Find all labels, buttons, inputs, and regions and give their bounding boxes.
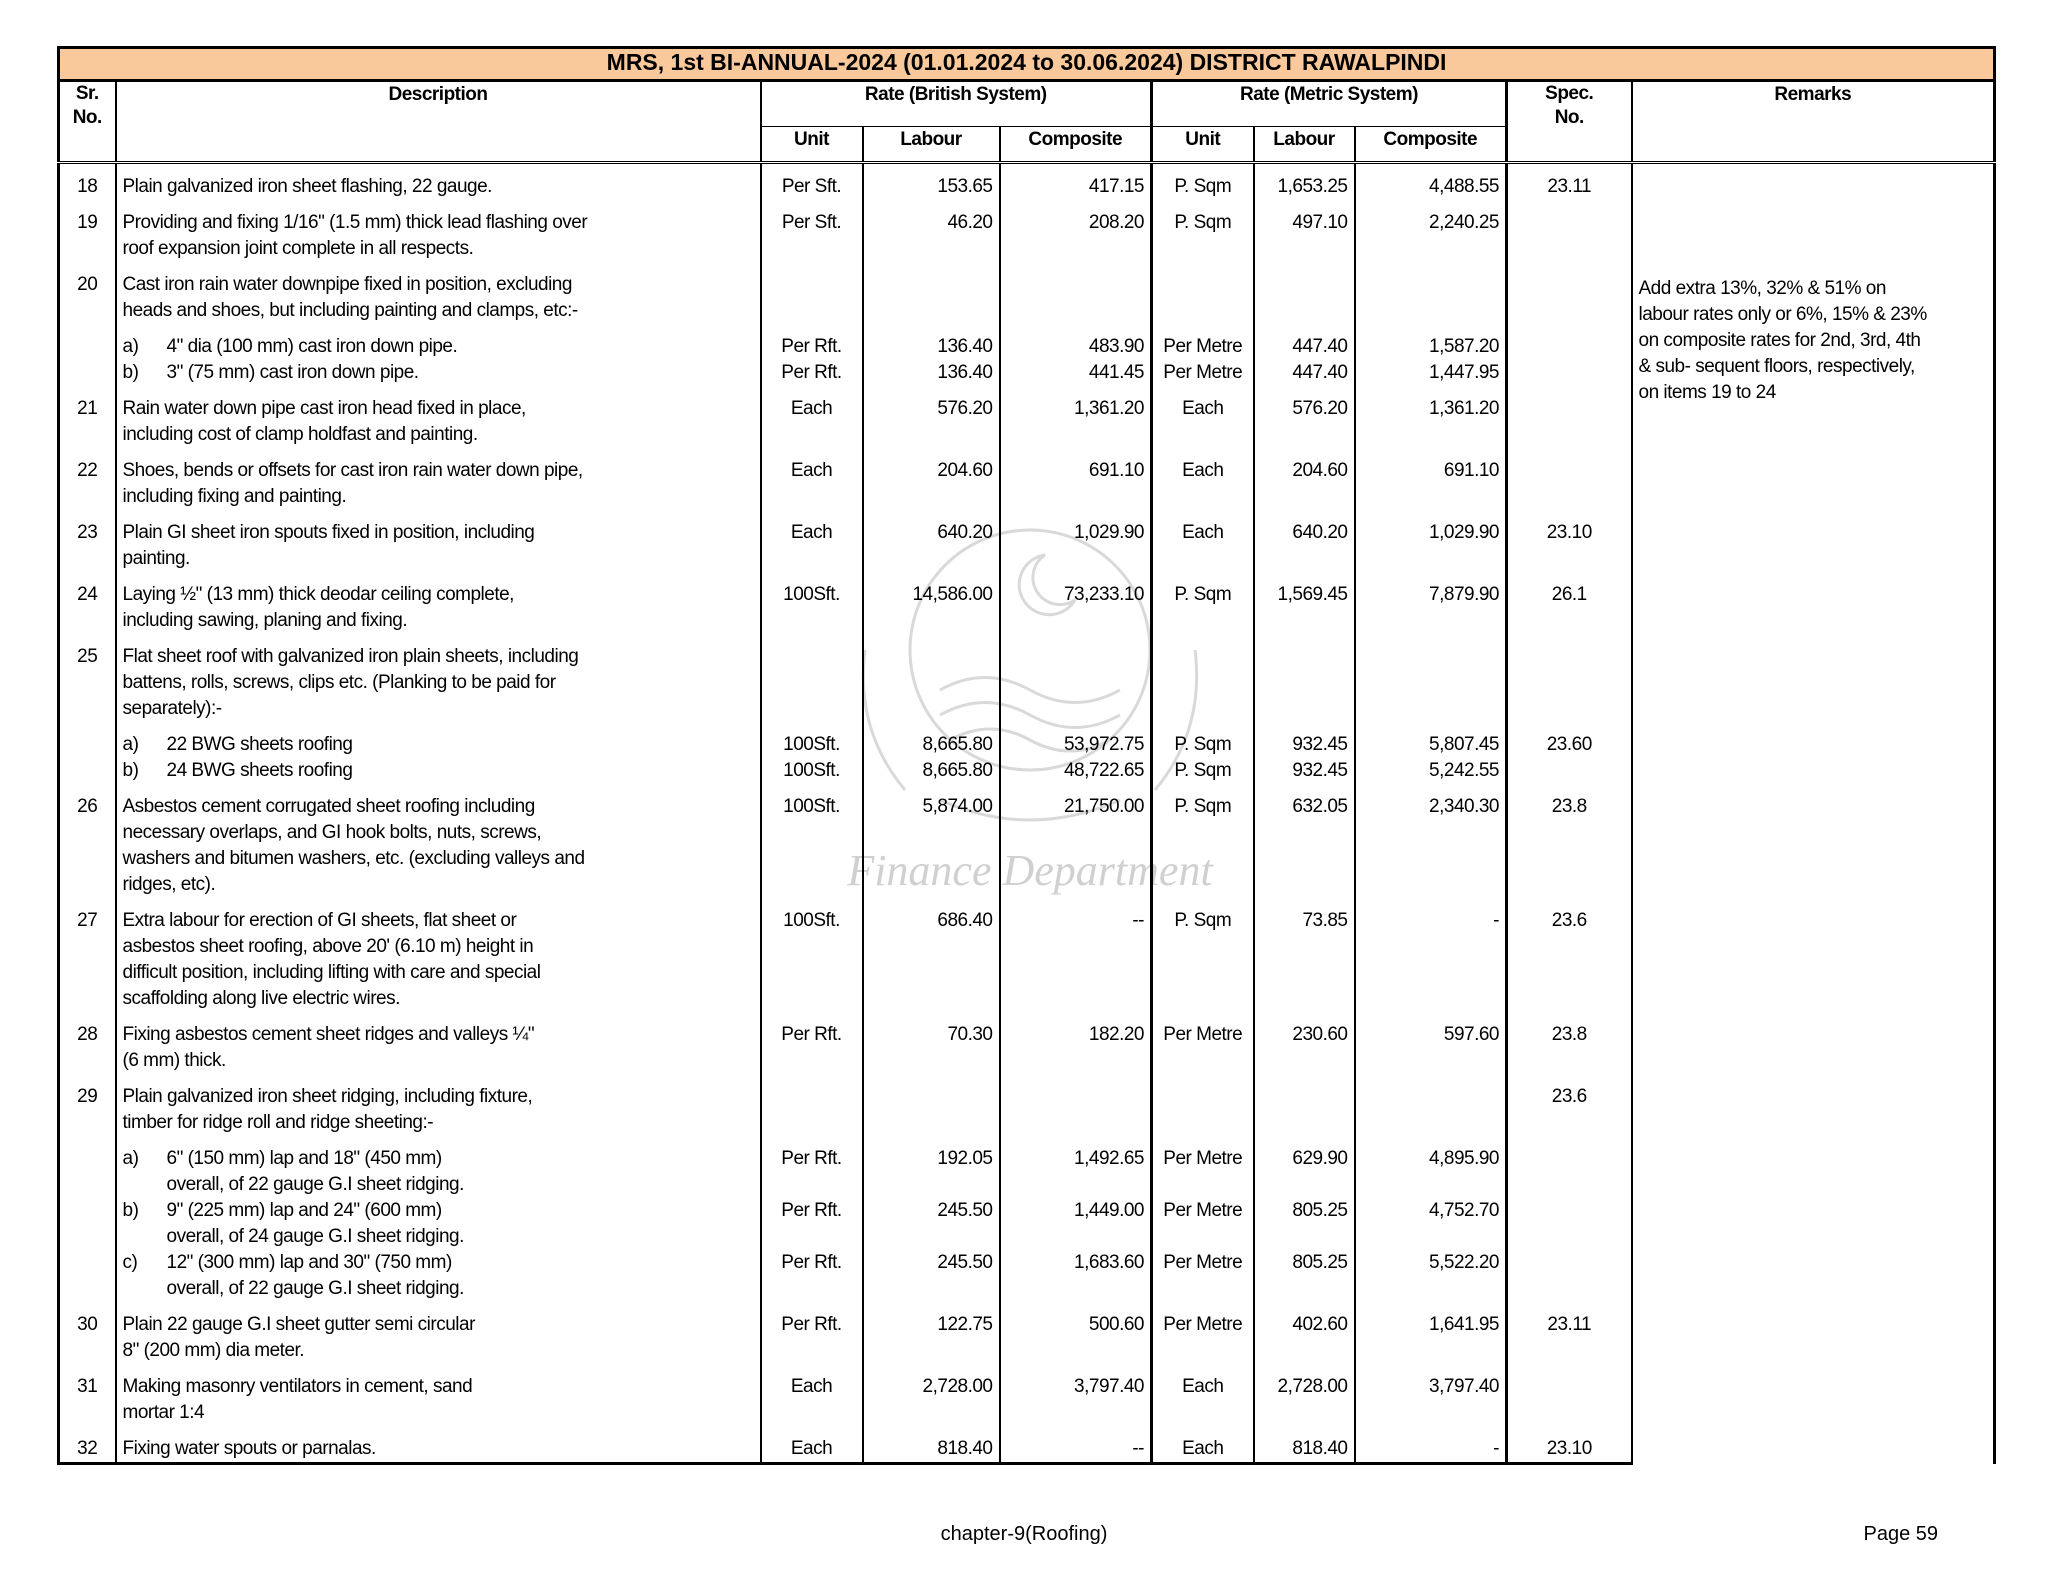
item-sr-no: 18: [59, 163, 116, 201]
subitem-description: [116, 1250, 761, 1302]
item-description: Cast iron rain water downpipe fixed in position, excluding heads and shoes, but including painting and clamps, etc:-: [116, 262, 761, 324]
item-metric-labour: [1254, 634, 1355, 722]
subitem-spec-no: [1507, 1136, 1632, 1198]
item-metric-labour: 402.60: [1254, 1302, 1355, 1364]
item-description: Plain 22 gauge G.I sheet gutter semi circular 8" (200 mm) dia meter.: [116, 1302, 761, 1364]
item-spec-no: 23.8: [1507, 1012, 1632, 1074]
item-british-composite: 182.20: [1000, 1012, 1152, 1074]
item-british-unit: Per Rft.: [761, 1012, 863, 1074]
item-metric-unit: Each: [1152, 1426, 1254, 1464]
item-sr-no: 24: [59, 572, 116, 634]
item-british-unit: Each: [761, 1364, 863, 1426]
subitem-british-composite: 1,449.00: [1000, 1198, 1152, 1250]
item-british-unit: Each: [761, 1426, 863, 1464]
item-metric-labour: 640.20: [1254, 510, 1355, 572]
subitem-label: b): [122, 760, 139, 781]
subitem-british-composite: 53,972.75: [1000, 722, 1152, 758]
item-metric-composite: [1355, 1074, 1507, 1136]
item-spec-no: 26.1: [1507, 572, 1632, 634]
subitem-text: 6" (150 mm) lap and 18" (450 mm) overall, of 22 gauge G.I sheet ridging.: [166, 1148, 464, 1195]
item-british-labour: 576.20: [863, 386, 1000, 448]
item-spec-no: 23.11: [1507, 1302, 1632, 1364]
subitem-label: c): [122, 1252, 138, 1273]
item-spec-no: [1507, 262, 1632, 324]
subitem-metric-unit: Per Metre: [1152, 1250, 1254, 1302]
subitem-metric-composite: 5,522.20: [1355, 1250, 1507, 1302]
table-row: [59, 163, 1995, 201]
item-sr-no: 28: [59, 1012, 116, 1074]
item-british-composite: [1000, 634, 1152, 722]
subitem-metric-labour: 805.25: [1254, 1250, 1355, 1302]
item-metric-labour: 204.60: [1254, 448, 1355, 510]
subitem-metric-composite: 4,752.70: [1355, 1198, 1507, 1250]
subitem-text: 3" (75 mm) cast iron down pipe.: [166, 362, 419, 383]
item-british-unit: 100Sft.: [761, 572, 863, 634]
item-spec-no: 23.6: [1507, 1074, 1632, 1136]
item-description: Providing and fixing 1/16" (1.5 mm) thick lead flashing over roof expansion joint complete in all respects.: [116, 200, 761, 262]
item-metric-composite: [1355, 634, 1507, 722]
item-sr-no: 32: [59, 1426, 116, 1464]
item-metric-composite: -: [1355, 1426, 1507, 1464]
subitem-british-composite: 441.45: [1000, 360, 1152, 386]
item-metric-composite: 2,340.30: [1355, 784, 1507, 898]
item-british-unit: Each: [761, 448, 863, 510]
header-rate-metric: Rate (Metric System): [1152, 81, 1507, 127]
item-sr-no: 23: [59, 510, 116, 572]
subitem-metric-labour: 447.40: [1254, 360, 1355, 386]
header-spec-no: Spec. No.: [1507, 81, 1632, 163]
item-metric-composite: -: [1355, 898, 1507, 1012]
subitem-sr-blank: [59, 722, 116, 758]
item-british-composite: [1000, 262, 1152, 324]
item-description: Extra labour for erection of GI sheets, flat sheet or asbestos sheet roofing, above 20' (6.10 m) height in difficult position, including lifting with care and special scaffolding along live electric wires.: [116, 898, 761, 1012]
subitem-spec-no: [1507, 758, 1632, 784]
item-british-composite: 3,797.40: [1000, 1364, 1152, 1426]
subitem-british-labour: 245.50: [863, 1198, 1000, 1250]
subitem-metric-composite: 4,895.90: [1355, 1136, 1507, 1198]
item-sr-no: 19: [59, 200, 116, 262]
header-british-unit: Unit: [761, 127, 863, 163]
item-metric-unit: P. Sqm: [1152, 163, 1254, 201]
item-metric-unit: [1152, 1074, 1254, 1136]
item-british-labour: 122.75: [863, 1302, 1000, 1364]
item-sr-no: 22: [59, 448, 116, 510]
header-sr-no: Sr. No.: [59, 81, 116, 163]
item-british-composite: 1,029.90: [1000, 510, 1152, 572]
subitem-british-labour: 136.40: [863, 360, 1000, 386]
item-sr-no: 26: [59, 784, 116, 898]
item-metric-labour: [1254, 1074, 1355, 1136]
subitem-description: [116, 758, 761, 784]
item-spec-no: 23.10: [1507, 510, 1632, 572]
item-description: Making masonry ventilators in cement, sand mortar 1:4: [116, 1364, 761, 1426]
remarks-cell: [1632, 163, 1995, 1464]
item-spec-no: [1507, 448, 1632, 510]
item-british-labour: 5,874.00: [863, 784, 1000, 898]
item-british-labour: 686.40: [863, 898, 1000, 1012]
subitem-sr-blank: [59, 758, 116, 784]
watermark-text: Finance Department: [847, 846, 1213, 895]
item-british-composite: --: [1000, 898, 1152, 1012]
item-metric-labour: 1,653.25: [1254, 163, 1355, 201]
item-metric-unit: P. Sqm: [1152, 572, 1254, 634]
item-british-labour: 46.20: [863, 200, 1000, 262]
item-british-composite: 208.20: [1000, 200, 1152, 262]
item-metric-unit: P. Sqm: [1152, 784, 1254, 898]
page-title: MRS, 1st BI-ANNUAL-2024 (01.01.2024 to 30.06.2024) DISTRICT RAWALPINDI: [59, 48, 1995, 81]
subitem-description: [116, 360, 761, 386]
footer-page-number: Page 59: [1863, 1523, 1938, 1545]
subitem-british-unit: 100Sft.: [761, 758, 863, 784]
item-description: Laying ½" (13 mm) thick deodar ceiling complete, including sawing, planing and fixing.: [116, 572, 761, 634]
item-description: Fixing asbestos cement sheet ridges and valleys ¼" (6 mm) thick.: [116, 1012, 761, 1074]
subitem-british-composite: 483.90: [1000, 324, 1152, 360]
item-metric-composite: 3,797.40: [1355, 1364, 1507, 1426]
subitem-description: [116, 1136, 761, 1198]
subitem-metric-composite: 5,242.55: [1355, 758, 1507, 784]
subitem-description: [116, 324, 761, 360]
item-description: Asbestos cement corrugated sheet roofing including necessary overlaps, and GI hook bolts, nuts, screws, washers and bitumen washers, etc. (excluding valleys and ridges, etc).: [116, 784, 761, 898]
item-british-composite: 1,361.20: [1000, 386, 1152, 448]
header-rate-british: Rate (British System): [761, 81, 1152, 127]
header-metric-labour: Labour: [1254, 127, 1355, 163]
item-metric-unit: Each: [1152, 386, 1254, 448]
subitem-spec-no: [1507, 360, 1632, 386]
item-british-unit: 100Sft.: [761, 898, 863, 1012]
item-metric-labour: 73.85: [1254, 898, 1355, 1012]
item-british-unit: 100Sft.: [761, 784, 863, 898]
item-metric-composite: [1355, 262, 1507, 324]
item-metric-unit: P. Sqm: [1152, 898, 1254, 1012]
item-spec-no: 23.8: [1507, 784, 1632, 898]
item-metric-unit: [1152, 262, 1254, 324]
item-description: Rain water down pipe cast iron head fixed in place, including cost of clamp holdfast and painting.: [116, 386, 761, 448]
rates-table: [57, 46, 1996, 1465]
subitem-metric-composite: 5,807.45: [1355, 722, 1507, 758]
subitem-label: b): [122, 362, 139, 383]
item-sr-no: 21: [59, 386, 116, 448]
subitem-text: 22 BWG sheets roofing: [166, 734, 353, 755]
item-british-labour: 818.40: [863, 1426, 1000, 1464]
header-description: Description: [116, 81, 761, 163]
item-spec-no: 23.6: [1507, 898, 1632, 1012]
subitem-british-labour: 245.50: [863, 1250, 1000, 1302]
subitem-sr-blank: [59, 360, 116, 386]
item-british-labour: 2,728.00: [863, 1364, 1000, 1426]
subitem-description: [116, 722, 761, 758]
item-metric-composite: 691.10: [1355, 448, 1507, 510]
subitem-metric-unit: Per Metre: [1152, 1136, 1254, 1198]
item-british-unit: Each: [761, 386, 863, 448]
item-british-composite: 417.15: [1000, 163, 1152, 201]
subitem-spec-no: 23.60: [1507, 722, 1632, 758]
subitem-metric-unit: P. Sqm: [1152, 758, 1254, 784]
subitem-metric-composite: 1,587.20: [1355, 324, 1507, 360]
subitem-metric-unit: Per Metre: [1152, 360, 1254, 386]
subitem-spec-no: [1507, 324, 1632, 360]
subitem-label: a): [122, 336, 139, 357]
item-metric-labour: 1,569.45: [1254, 572, 1355, 634]
item-sr-no: 20: [59, 262, 116, 324]
item-british-unit: Per Rft.: [761, 1302, 863, 1364]
subitem-british-unit: Per Rft.: [761, 324, 863, 360]
subitem-sr-blank: [59, 1250, 116, 1302]
item-british-composite: 691.10: [1000, 448, 1152, 510]
subitem-metric-unit: P. Sqm: [1152, 722, 1254, 758]
item-sr-no: 31: [59, 1364, 116, 1426]
item-metric-unit: Each: [1152, 1364, 1254, 1426]
subitem-british-labour: 8,665.80: [863, 722, 1000, 758]
subitem-sr-blank: [59, 1198, 116, 1250]
item-description: Shoes, bends or offsets for cast iron rain water down pipe, including fixing and painting.: [116, 448, 761, 510]
item-metric-composite: 597.60: [1355, 1012, 1507, 1074]
item-sr-no: 25: [59, 634, 116, 722]
item-metric-unit: P. Sqm: [1152, 200, 1254, 262]
subitem-text: 12" (300 mm) lap and 30" (750 mm) overall, of 22 gauge G.I sheet ridging.: [166, 1252, 464, 1299]
item-british-labour: 70.30: [863, 1012, 1000, 1074]
subitem-description: [116, 1198, 761, 1250]
header-metric-composite: Composite: [1355, 127, 1507, 163]
item-british-labour: 204.60: [863, 448, 1000, 510]
item-metric-unit: Each: [1152, 448, 1254, 510]
item-british-labour: 153.65: [863, 163, 1000, 201]
subitem-british-unit: Per Rft.: [761, 1136, 863, 1198]
item-british-labour: 640.20: [863, 510, 1000, 572]
subitem-metric-labour: 447.40: [1254, 324, 1355, 360]
item-british-composite: 500.60: [1000, 1302, 1152, 1364]
item-description: Fixing water spouts or parnalas.: [116, 1426, 761, 1464]
item-description: Plain GI sheet iron spouts fixed in position, including painting.: [116, 510, 761, 572]
item-spec-no: [1507, 386, 1632, 448]
subitem-british-unit: Per Rft.: [761, 1198, 863, 1250]
subitem-british-labour: 136.40: [863, 324, 1000, 360]
subitem-label: a): [122, 1148, 139, 1169]
item-spec-no: [1507, 1364, 1632, 1426]
item-british-labour: [863, 262, 1000, 324]
item-metric-composite: 2,240.25: [1355, 200, 1507, 262]
item-spec-no: [1507, 634, 1632, 722]
item-british-unit: Per Sft.: [761, 163, 863, 201]
item-description: Flat sheet roof with galvanized iron plain sheets, including battens, rolls, screws, clips etc. (Planking to be paid for separately):-: [116, 634, 761, 722]
item-metric-unit: Per Metre: [1152, 1012, 1254, 1074]
subitem-british-composite: 48,722.65: [1000, 758, 1152, 784]
item-spec-no: 23.11: [1507, 163, 1632, 201]
subitem-sr-blank: [59, 1136, 116, 1198]
item-metric-composite: 4,488.55: [1355, 163, 1507, 201]
header-metric-unit: Unit: [1152, 127, 1254, 163]
item-british-unit: [761, 262, 863, 324]
item-description: Plain galvanized iron sheet flashing, 22 gauge.: [116, 163, 761, 201]
item-british-composite: 21,750.00: [1000, 784, 1152, 898]
subitem-british-composite: 1,492.65: [1000, 1136, 1152, 1198]
item-metric-labour: 497.10: [1254, 200, 1355, 262]
item-sr-no: 27: [59, 898, 116, 1012]
item-british-unit: Each: [761, 510, 863, 572]
footer-chapter: chapter-9(Roofing): [940, 1523, 1108, 1545]
subitem-text: 9" (225 mm) lap and 24" (600 mm) overall, of 24 gauge G.I sheet ridging.: [166, 1200, 464, 1247]
subitem-label: b): [122, 1200, 139, 1221]
item-sr-no: 30: [59, 1302, 116, 1364]
subitem-british-unit: Per Rft.: [761, 1250, 863, 1302]
item-metric-unit: Per Metre: [1152, 1302, 1254, 1364]
subitem-british-unit: 100Sft.: [761, 722, 863, 758]
item-metric-composite: 1,641.95: [1355, 1302, 1507, 1364]
item-metric-composite: 1,029.90: [1355, 510, 1507, 572]
subitem-british-composite: 1,683.60: [1000, 1250, 1152, 1302]
item-british-composite: [1000, 1074, 1152, 1136]
item-metric-labour: 230.60: [1254, 1012, 1355, 1074]
item-british-unit: [761, 1074, 863, 1136]
item-british-composite: 73,233.10: [1000, 572, 1152, 634]
remarks-text: Add extra 13%, 32% & 51% on labour rates only or 6%, 15% & 23% on composite rates for 2nd, 3rd, 4th & sub- sequent floors, respectively, on items 19 to 24: [1638, 278, 1927, 403]
item-british-labour: [863, 634, 1000, 722]
item-metric-labour: [1254, 262, 1355, 324]
subitem-metric-labour: 932.45: [1254, 758, 1355, 784]
header-british-labour: Labour: [863, 127, 1000, 163]
subitem-spec-no: [1507, 1198, 1632, 1250]
item-metric-unit: [1152, 634, 1254, 722]
subitem-sr-blank: [59, 324, 116, 360]
item-metric-labour: 2,728.00: [1254, 1364, 1355, 1426]
subitem-metric-unit: Per Metre: [1152, 1198, 1254, 1250]
subitem-label: a): [122, 734, 139, 755]
item-british-labour: 14,586.00: [863, 572, 1000, 634]
subitem-text: 4" dia (100 mm) cast iron down pipe.: [166, 336, 458, 357]
subitem-british-labour: 8,665.80: [863, 758, 1000, 784]
item-spec-no: 23.10: [1507, 1426, 1632, 1464]
item-british-unit: Per Sft.: [761, 200, 863, 262]
subitem-spec-no: [1507, 1250, 1632, 1302]
item-metric-unit: Each: [1152, 510, 1254, 572]
header-british-composite: Composite: [1000, 127, 1152, 163]
subitem-metric-labour: 932.45: [1254, 722, 1355, 758]
subitem-british-labour: 192.05: [863, 1136, 1000, 1198]
subitem-british-unit: Per Rft.: [761, 360, 863, 386]
item-british-unit: [761, 634, 863, 722]
subitem-metric-labour: 805.25: [1254, 1198, 1355, 1250]
subitem-text: 24 BWG sheets roofing: [166, 760, 353, 781]
item-metric-labour: 632.05: [1254, 784, 1355, 898]
item-metric-labour: 576.20: [1254, 386, 1355, 448]
item-spec-no: [1507, 200, 1632, 262]
item-description: Plain galvanized iron sheet ridging, including fixture, timber for ridge roll and ridge sheeting:-: [116, 1074, 761, 1136]
item-metric-composite: 7,879.90: [1355, 572, 1507, 634]
subitem-metric-composite: 1,447.95: [1355, 360, 1507, 386]
header-remarks: Remarks: [1632, 81, 1995, 163]
item-british-labour: [863, 1074, 1000, 1136]
item-sr-no: 29: [59, 1074, 116, 1136]
item-british-composite: --: [1000, 1426, 1152, 1464]
item-metric-composite: 1,361.20: [1355, 386, 1507, 448]
item-metric-labour: 818.40: [1254, 1426, 1355, 1464]
subitem-metric-unit: Per Metre: [1152, 324, 1254, 360]
subitem-metric-labour: 629.90: [1254, 1136, 1355, 1198]
